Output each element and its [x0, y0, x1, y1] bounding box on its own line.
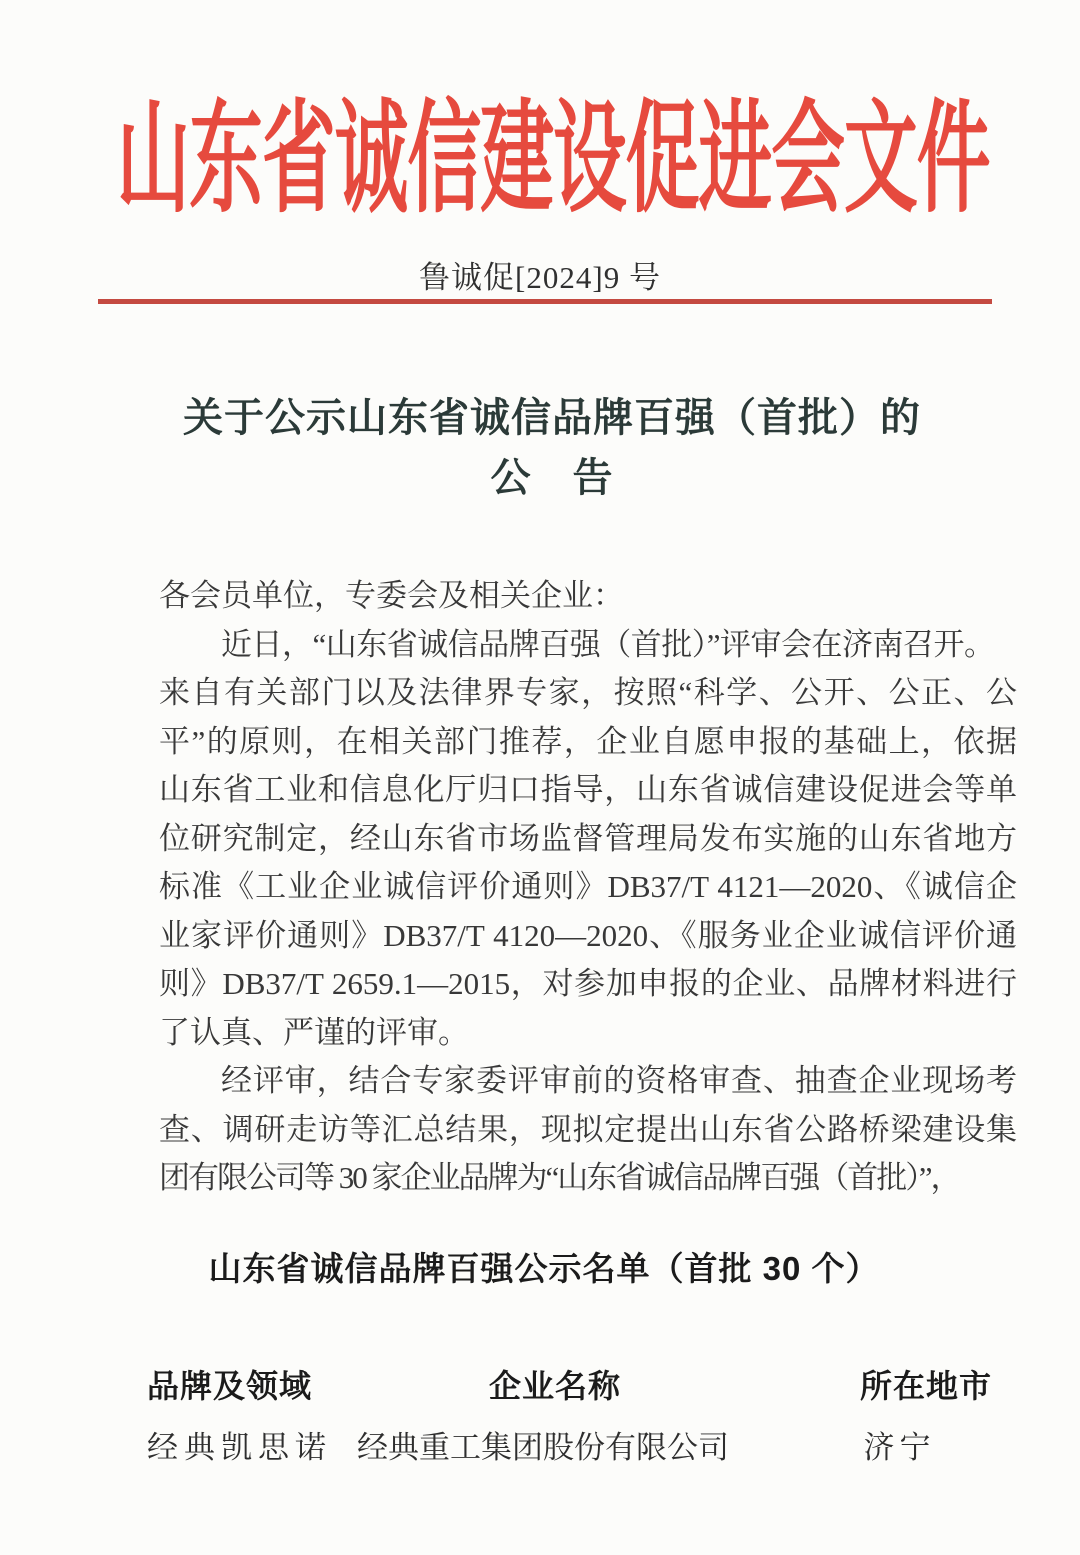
paragraph1-line: 山东省工业和信息化厅归口指导，山东省诚信建设促进会等单	[159, 772, 1017, 807]
paragraph1-line: 业家评价通则》DB37/T 4120—2020、《服务业企业诚信评价通	[159, 917, 1017, 953]
notice-title-line1: 关于公示山东省诚信品牌百强（首批）的	[183, 395, 921, 440]
paragraph2-line: 查、调研走访等汇总结果，现拟定提出山东省公路桥梁建设集	[159, 1111, 1017, 1147]
column-header-city: 所在地市	[859, 1368, 992, 1404]
paragraph2-line: 团有限公司等 30 家企业品牌为“山东省诚信品牌百强（首批）”，	[159, 1160, 960, 1195]
column-header-brand: 品牌及领域	[147, 1368, 313, 1404]
table-row	[147, 1427, 1080, 1469]
cell-company: 经典重工集团股份有限公司	[357, 1430, 729, 1465]
paragraph1-line: 来自有关部门以及法律界专家，按照“科学、公开、公正、公	[159, 675, 1017, 710]
paragraph1-line: 近日，“山东省诚信品牌百强（首批）”评审会在济南召开。	[221, 626, 995, 662]
column-header-company: 企业名称	[489, 1368, 622, 1404]
paragraph2-line: 经评审，结合专家委评审前的资格审查、抽查企业现场考	[221, 1063, 1017, 1098]
paragraph1-line: 标准《工业企业诚信评价通则》DB37/T 4121—2020、《诚信企	[159, 869, 1017, 904]
notice-title	[12, 388, 1080, 508]
red-divider-rule	[98, 299, 992, 304]
notice-title-line2: 公 告	[490, 455, 614, 500]
cell-brand: 经典凯思诺	[147, 1430, 332, 1465]
brand-list-table	[0, 1366, 1080, 1469]
paragraph1-line: 则》DB37/T 2659.1—2015，对参加申报的企业、品牌材料进行	[159, 966, 1017, 1001]
paragraph1-line: 了认真、严谨的评审。	[159, 1014, 469, 1050]
org-title: 山东省诚信建设促进会文件	[116, 92, 990, 228]
table-header-row	[147, 1366, 1080, 1406]
paragraph1-line: 平”的原则，在相关部门推荐，企业自愿申报的基础上，依据	[159, 723, 1017, 759]
paragraph1-line: 位研究制定，经山东省市场监督管理局发布实施的山东省地方	[159, 820, 1017, 856]
letterhead-banner	[13, 82, 1080, 228]
salutation-line: 各会员单位，专委会及相关企业：	[159, 578, 624, 613]
notice-body	[159, 572, 1017, 1203]
cell-city: 济宁	[863, 1430, 936, 1465]
list-heading: 山东省诚信品牌百强公示名单（首批 30 个）	[208, 1250, 880, 1287]
document-number: 鲁诚促[2024]9 号	[419, 260, 661, 295]
